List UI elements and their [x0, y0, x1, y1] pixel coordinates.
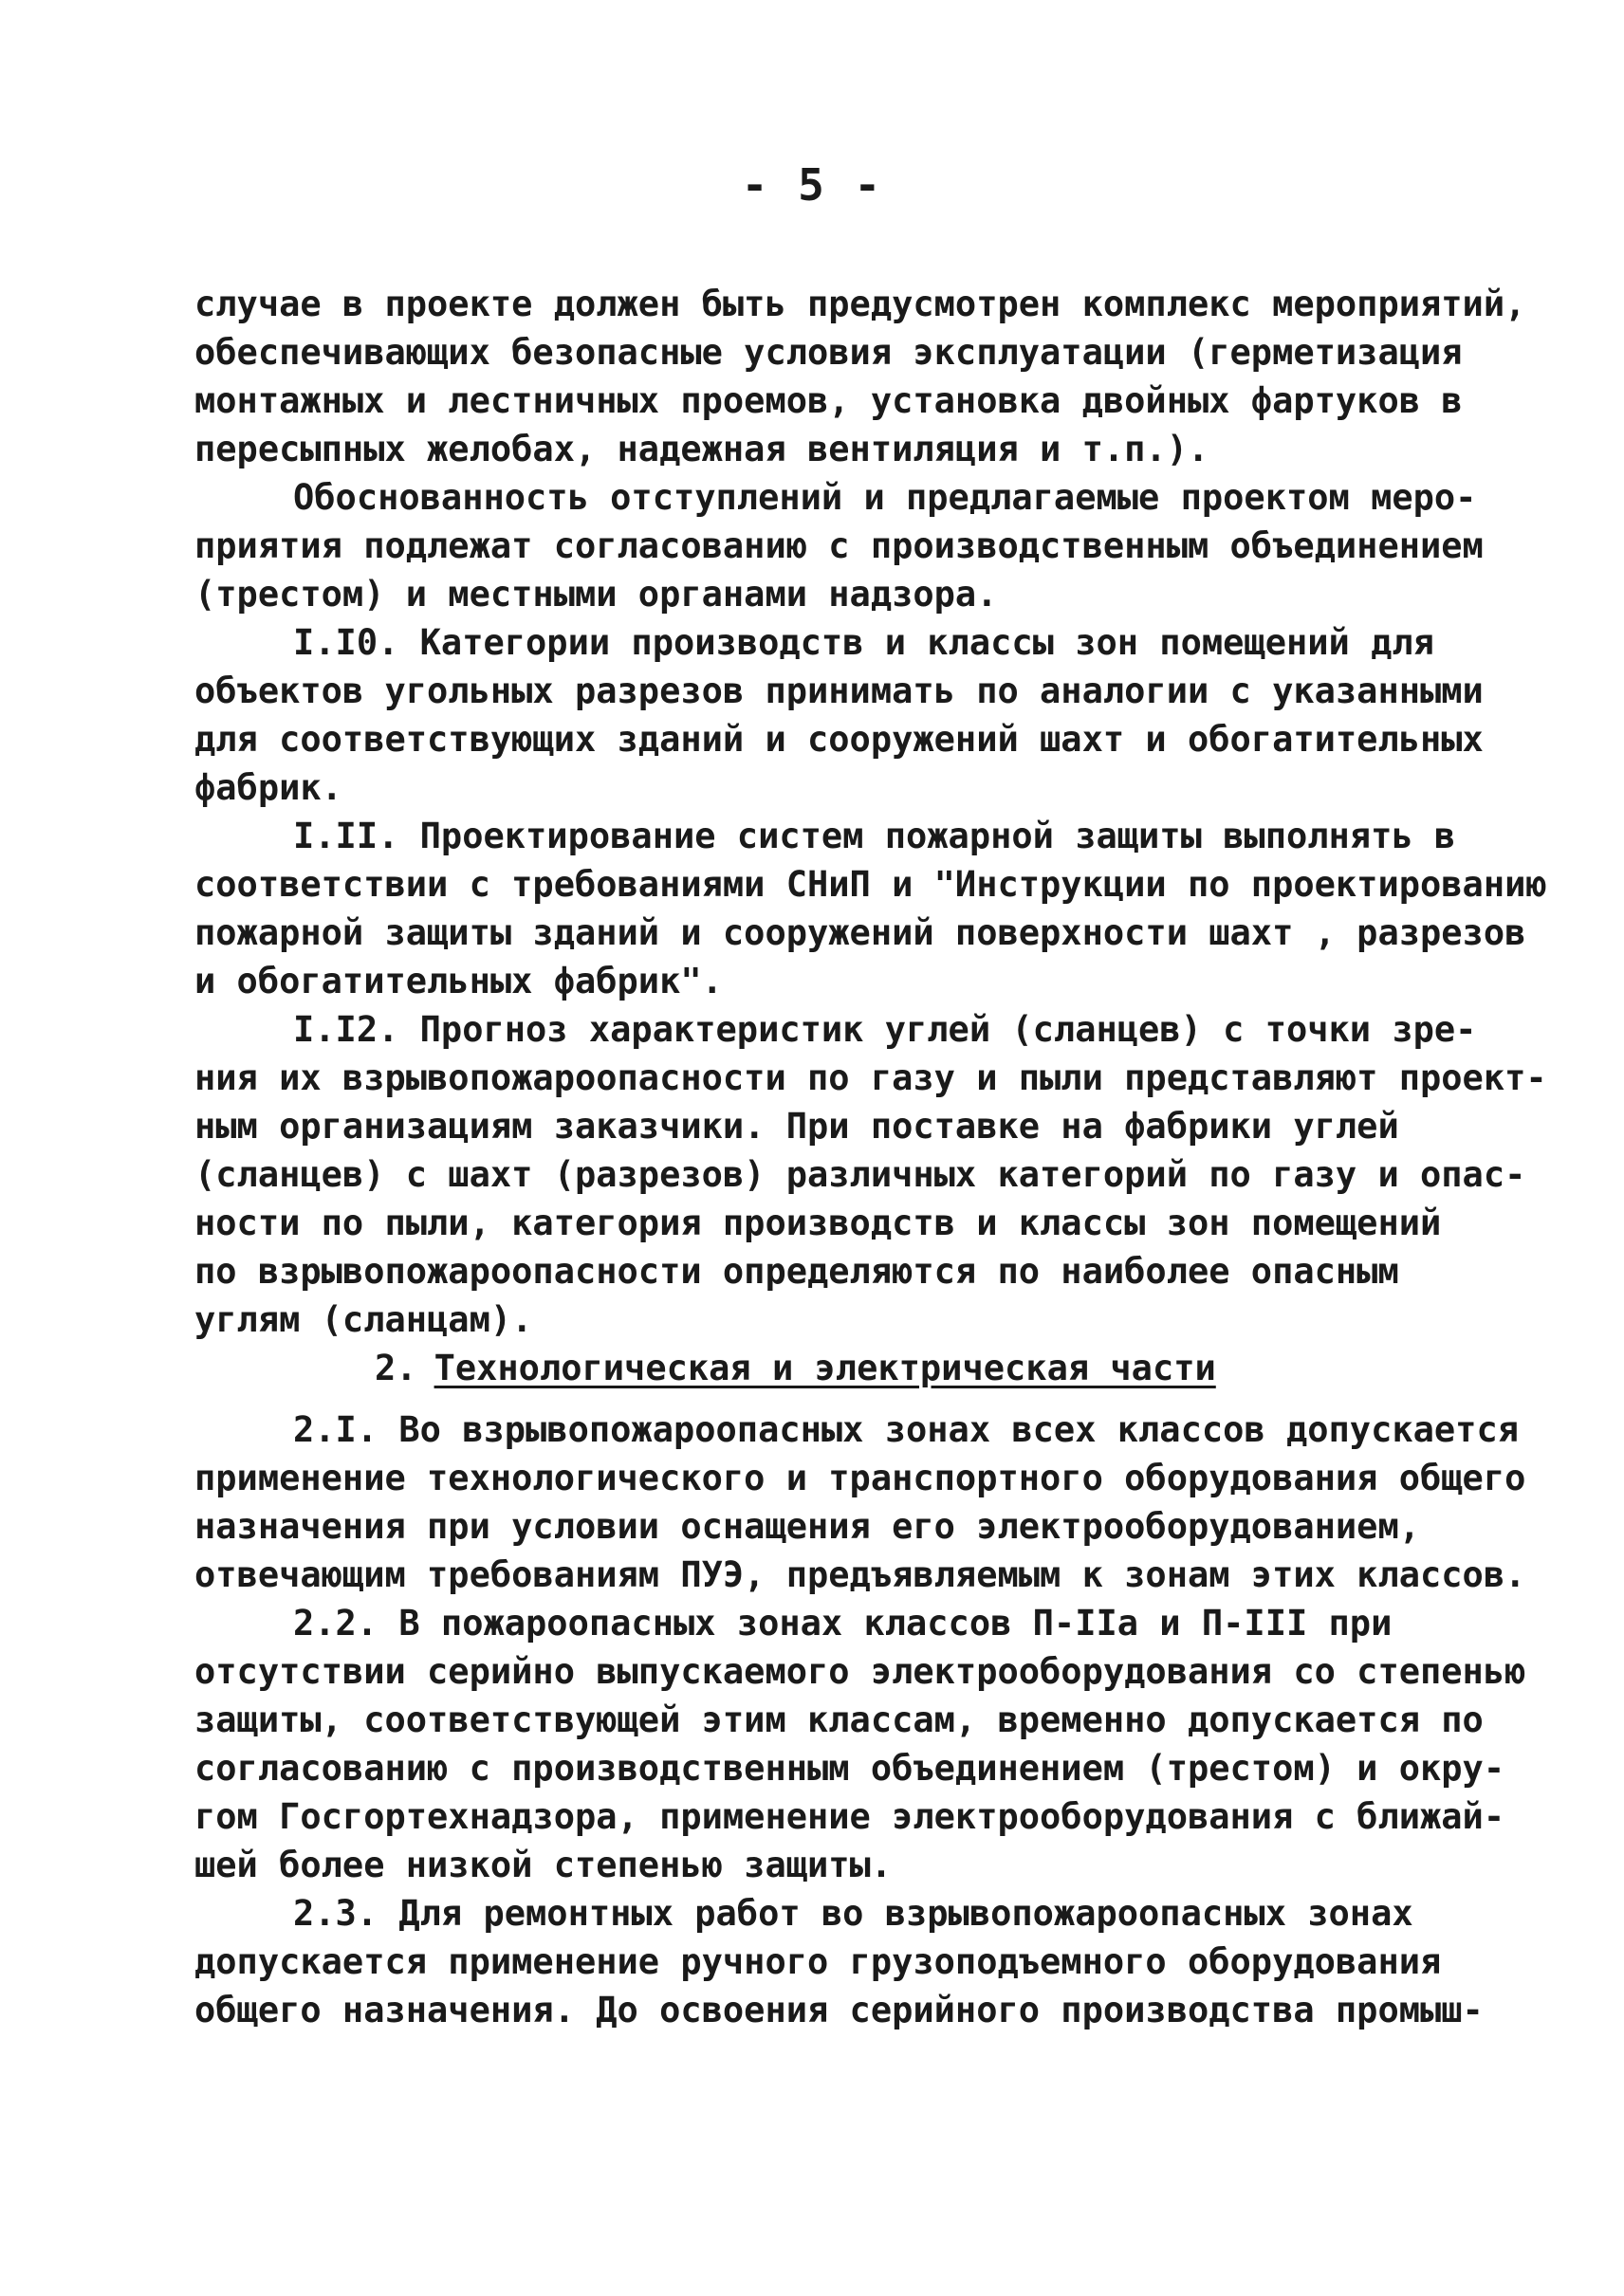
text-line: приятия подлежат согласованию с производственным объединением — [194, 525, 1484, 566]
text-line: случае в проекте должен быть предусмотрен комплекс мероприятий, — [194, 284, 1526, 324]
text-line: отсутствии серийно выпускаемого электрооборудования со степенью — [194, 1651, 1526, 1692]
text-line: (трестом) и местными органами надзора. — [194, 574, 998, 615]
text-line: гом Госгортехнадзора, применение электрооборудования с ближай- — [194, 1796, 1505, 1837]
text-line: назначения при условии оснащения его электрооборудованием, — [194, 1506, 1421, 1547]
text-line: соответствии с требованиями СНиП и "Инструкции по проектированию — [194, 864, 1547, 905]
text-line: Обоснованность отступлений и предлагаемые проектом меро- — [293, 477, 1477, 518]
page-number: - 5 - — [741, 159, 883, 211]
section-heading-title: Технологическая и электрическая части — [434, 1348, 1216, 1388]
text-line: 2.I. Во взрывопожароопасных зонах всех классов допускается — [293, 1409, 1520, 1450]
text-line: защиты, соответствующей этим классам, временно допускается по — [194, 1699, 1484, 1740]
text-line: I.I0. Категории производств и классы зон помещений для — [293, 622, 1434, 663]
text-line: (сланцев) с шахт (разрезов) различных категорий по газу и опас- — [194, 1154, 1526, 1195]
text-line: фабрик. — [194, 767, 342, 808]
text-line: 2.2. В пожароопасных зонах классов П-IIа и П-III при — [293, 1603, 1393, 1644]
text-line: для соответствующих зданий и сооружений шахт и обогатительных — [194, 719, 1484, 760]
text-line: шей более низкой степенью защиты. — [194, 1845, 893, 1885]
text-line: пожарной защиты зданий и сооружений поверхности шахт , разрезов — [194, 912, 1526, 953]
text-line: ности по пыли, категория производств и классы зон помещений — [194, 1203, 1442, 1243]
text-line: монтажных и лестничных проемов, установка двойных фартуков в — [194, 380, 1463, 421]
text-line: согласованию с производственным объединением (трестом) и окру- — [194, 1748, 1505, 1789]
text-line: допускается применение ручного грузоподъемного оборудования — [194, 1941, 1442, 1982]
text-line: обеспечивающих безопасные условия эксплуатации (герметизация — [194, 332, 1463, 373]
text-line: ным организациям заказчики. При поставке на фабрики углей — [194, 1106, 1399, 1147]
section-heading — [194, 1344, 1485, 1392]
text-line: объектов угольных разрезов принимать по аналогии с указанными — [194, 670, 1484, 711]
text-line: 2.3. Для ремонтных работ во взрывопожароопасных зонах — [293, 1893, 1413, 1934]
text-line: ния их взрывопожароопасности по газу и пыли представляют проект- — [194, 1057, 1547, 1098]
section-heading-number: 2. — [375, 1348, 417, 1388]
text-line: пересыпных желобах, надежная вентиляция и т.п.). — [194, 429, 1209, 469]
text-line: и обогатительных фабрик". — [194, 961, 723, 1001]
text-line: I.I2. Прогноз характеристик углей (сланцев) с точки зре- — [293, 1009, 1477, 1050]
document-body — [194, 280, 1547, 2034]
text-line: общего назначения. До освоения серийного производства промыш- — [194, 1990, 1484, 2030]
text-line: I.II. Проектирование систем пожарной защиты выполнять в — [293, 816, 1456, 856]
text-line: отвечающим требованиям ПУЭ, предъявляемым к зонам этих классов. — [194, 1554, 1526, 1595]
text-line: применение технологического и транспортного оборудования общего — [194, 1458, 1526, 1498]
text-line: углям (сланцам). — [194, 1299, 533, 1340]
text-line: по взрывопожароопасности определяются по наиболее опасным — [194, 1251, 1399, 1292]
